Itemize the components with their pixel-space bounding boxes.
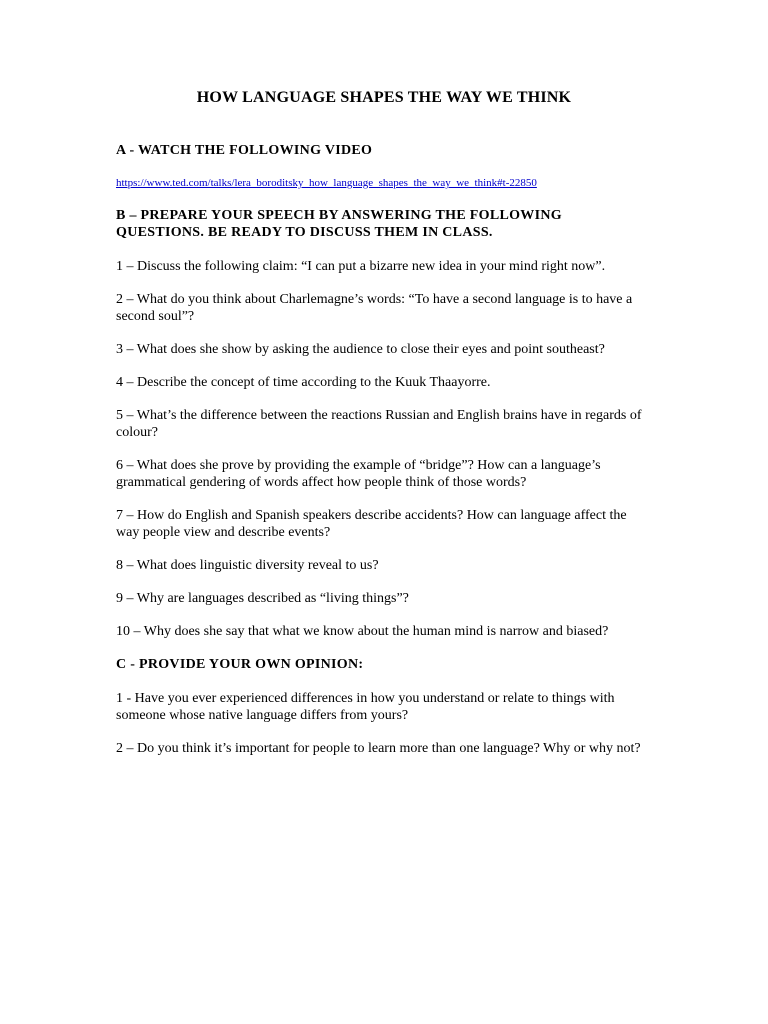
section-a-heading: A - WATCH THE FOLLOWING VIDEO bbox=[116, 143, 373, 158]
section-b-questions bbox=[116, 258, 652, 640]
question-item: 1 – Discuss the following claim: “I can put a bizarre new idea in your mind right now”. bbox=[116, 259, 606, 274]
document-title: HOW LANGUAGE SHAPES THE WAY WE THINK bbox=[196, 89, 572, 106]
question-item: 4 – Describe the concept of time according to the Kuuk Thaayorre. bbox=[116, 375, 491, 390]
document-body bbox=[116, 142, 652, 757]
question-item: 7 – How do English and Spanish speakers describe accidents? How can language affect the way people view and describe events? bbox=[116, 508, 627, 540]
question-item: 8 – What does linguistic diversity reveal to us? bbox=[116, 558, 379, 573]
section-b-heading: B – PREPARE YOUR SPEECH BY ANSWERING THE FOLLOWING QUESTIONS. BE READY TO DISCUSS THEM IN CLASS. bbox=[116, 208, 562, 240]
question-item: 9 – Why are languages described as “living things”? bbox=[116, 591, 409, 606]
opinion-item: 1 - Have you ever experienced differences in how you understand or relate to things with someone whose native language differs from yours? bbox=[116, 691, 615, 723]
question-item: 5 – What’s the difference between the reactions Russian and English brains have in regards of colour? bbox=[116, 408, 642, 440]
question-item: 3 – What does she show by asking the audience to close their eyes and point southeast? bbox=[116, 342, 605, 357]
opinion-item: 2 – Do you think it’s important for people to learn more than one language? Why or why not? bbox=[116, 741, 641, 756]
section-c-heading: C - PROVIDE YOUR OWN OPINION: bbox=[116, 657, 364, 672]
question-item: 10 – Why does she say that what we know about the human mind is narrow and biased? bbox=[116, 624, 609, 639]
question-item: 2 – What do you think about Charlemagne’s words: “To have a second language is to have a second soul”? bbox=[116, 292, 633, 324]
question-item: 6 – What does she prove by providing the example of “bridge”? How can a language’s grammatical gendering of words affect how people think of those words? bbox=[116, 458, 601, 490]
video-link[interactable]: https://www.ted.com/talks/lera_boroditsky_how_language_shapes_the_way_we_think#t-22850 bbox=[116, 177, 537, 189]
section-c-questions bbox=[116, 690, 652, 757]
